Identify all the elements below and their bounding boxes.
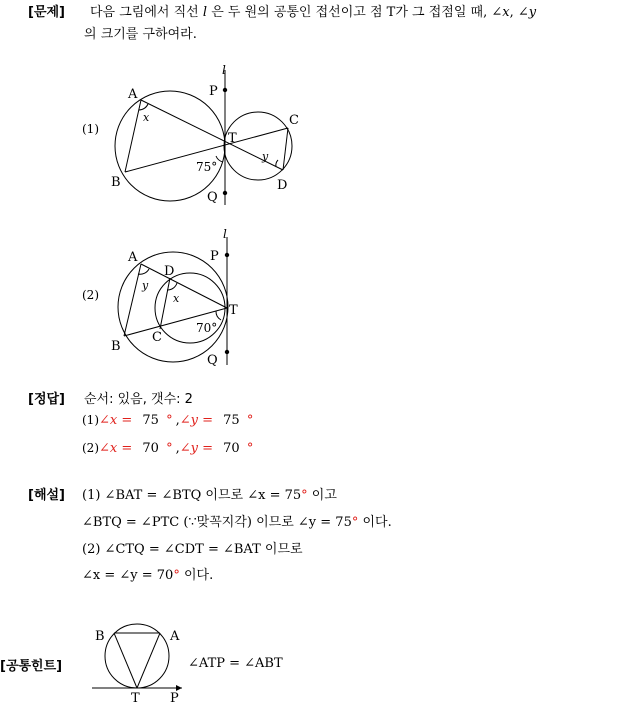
- hint-label-B: B: [95, 629, 105, 644]
- figure1-line-label: l: [222, 63, 226, 77]
- solution-line-4-deg: °: [173, 568, 180, 583]
- figure2-label-B: B: [111, 339, 121, 354]
- answer-row-1: [82, 413, 253, 428]
- figure2-point-Q-dot: [225, 350, 229, 354]
- figure2-angle-70: 70°: [196, 321, 218, 335]
- answer-tag: [정답]: [28, 392, 65, 407]
- problem-line-l: l: [202, 5, 208, 20]
- answer-meta: 순서: 있음, 갯수: 2: [84, 392, 193, 407]
- problem-text-c: , ∠: [509, 5, 529, 20]
- solution-line-4-text: ∠x = ∠y = 70: [82, 568, 174, 583]
- figure2-line-label: l: [223, 227, 227, 241]
- figure1-label-B: B: [111, 175, 121, 190]
- hint-chord-BT: [114, 633, 137, 688]
- answer-row-2-sep: ,: [175, 441, 180, 456]
- answer-row-1-sep: ,: [175, 413, 180, 428]
- problem-y: y: [528, 5, 537, 20]
- answer-row-1-y-deg: °: [246, 413, 254, 428]
- solution-line-3: (2) ∠CTQ = ∠CDT = ∠BAT 이므로: [82, 542, 303, 557]
- hint-label-A: A: [170, 629, 180, 644]
- answer-row-2-x-label: ∠x =: [99, 441, 133, 456]
- figure2-angle-70-arc: [216, 311, 221, 320]
- solution-line-2: [82, 511, 392, 530]
- figure2-number: (2): [82, 288, 99, 302]
- solution-tag: [해설]: [28, 488, 65, 503]
- figure1-angle-x: x: [143, 111, 150, 124]
- problem-text-b: 은 두 원의 공통인 접선이고 점 T가 그 접점일 때, ∠: [211, 5, 503, 20]
- problem-x: x: [502, 5, 510, 20]
- figure2-angle-x: x: [173, 292, 180, 305]
- hint-label-T: T: [131, 691, 140, 704]
- answer-row-2-y-deg: °: [246, 441, 254, 456]
- answer-row-1-x-label: ∠x =: [99, 413, 133, 428]
- answer-row-2-x-value: 70: [142, 441, 159, 456]
- hint-label-P: P: [170, 691, 179, 704]
- figure1-angle-y-arc: [276, 160, 278, 167]
- solution-line-2-deg: °: [351, 515, 359, 530]
- hint-chord-AT: [137, 633, 160, 688]
- solution-line-2-text: ∠BTQ = ∠PTC (∵맞꼭지각) 이므로 ∠y = 75: [82, 515, 352, 530]
- figure2-label-T: T: [229, 303, 238, 318]
- figure2-label-A: A: [128, 250, 138, 265]
- answer-row-1-y-value: 75: [223, 413, 240, 428]
- problem-text-a: 다음 그림에서 직선: [90, 5, 199, 20]
- figure1-label-A: A: [128, 87, 138, 102]
- hint-tag: [공통힌트]: [0, 659, 63, 674]
- answer-row-1-x-deg: °: [166, 413, 173, 428]
- solution-line-1-deg: °: [301, 488, 308, 503]
- problem-line-2: 의 크기를 구하여라.: [84, 27, 197, 42]
- figure1-point-P-dot: [223, 88, 227, 92]
- figure2-label-C: C: [152, 330, 162, 345]
- answer-row-2: [82, 441, 253, 456]
- figure1-big-circle: [115, 91, 225, 201]
- figure1-point-Q-dot: [223, 191, 227, 195]
- figure1-diagram: [100, 58, 310, 210]
- answer-row-2-x-deg: °: [166, 441, 173, 456]
- solution-line-4: [82, 564, 213, 583]
- solution-line-1: [82, 484, 337, 503]
- figure1-angle-75: 75°: [196, 160, 218, 174]
- problem-tag: [문제]: [28, 5, 65, 20]
- hint-formula: ∠ATP = ∠ABT: [188, 656, 283, 671]
- figure1-label-T: T: [228, 131, 237, 146]
- figure2-diagram: [100, 225, 250, 370]
- figure2-angle-y: y: [142, 279, 149, 292]
- answer-row-1-x-value: 75: [142, 413, 159, 428]
- solution-line-1-tail: 이고: [307, 488, 337, 503]
- answer-row-2-y-value: 70: [223, 441, 240, 456]
- figure1-label-P: P: [209, 84, 218, 99]
- figure2-chord-DC: [160, 278, 170, 329]
- problem-line-1: [90, 1, 536, 20]
- figure1-number: (1): [82, 122, 99, 136]
- hint-diagram: [88, 622, 188, 704]
- figure2-label-Q: Q: [207, 353, 218, 368]
- answer-row-1-y-label: ∠y =: [179, 413, 213, 428]
- figure2-chord-AB: [124, 264, 141, 336]
- solution-line-2-tail: 이다.: [358, 515, 392, 530]
- figure2-point-P-dot: [225, 253, 229, 257]
- figure2-label-P: P: [210, 249, 219, 264]
- figure2-label-D: D: [164, 264, 175, 279]
- figure1-label-C: C: [289, 113, 299, 128]
- solution-line-4-tail: 이다.: [179, 568, 214, 583]
- figure1-label-Q: Q: [207, 190, 218, 205]
- answer-row-1-num: (1): [82, 413, 99, 427]
- answer-row-2-num: (2): [82, 441, 99, 455]
- answer-row-2-y-label: ∠y =: [179, 441, 213, 456]
- figure1-label-D: D: [277, 178, 288, 193]
- solution-line-1-text: (1) ∠BAT = ∠BTQ 이므로 ∠x = 75: [82, 488, 302, 503]
- figure1-angle-y: y: [262, 150, 269, 163]
